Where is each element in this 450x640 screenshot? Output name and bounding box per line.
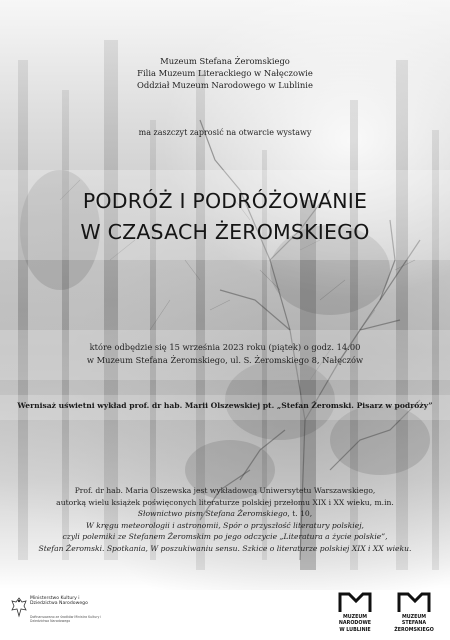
bio-line-4: W kręgu meteorologii i astronomii, Spór o przyszłość literatury polskiej, bbox=[86, 520, 364, 530]
bio-line-1: Prof. dr hab. Maria Olszewska jest wykładowcą Uniwersytetu Warszawskiego, bbox=[74, 486, 376, 495]
logo1-line-1: MUZEUM bbox=[342, 615, 368, 620]
institution-division: Oddział Muzeum Narodowego w Lublinie bbox=[137, 80, 313, 90]
lecture-announcement: Wernisaż uświetni wykład prof. dr hab. Marii Olszewskiej pt. „Stefan Żeromski. Pisarz w podróży” bbox=[17, 401, 433, 410]
event-location: w Muzeum Stefana Żeromskiego, ul. S. Żeromskiego 8, Nałęczów bbox=[86, 355, 364, 365]
ministry-funding-note: Dofinansowano ze środków Ministra Kultury i Dziedzictwa Narodowego bbox=[30, 615, 102, 623]
speaker-bio bbox=[0, 485, 450, 555]
institution-header bbox=[0, 55, 450, 91]
museum-m-icon bbox=[396, 590, 432, 614]
zeromski-museum-logo bbox=[384, 590, 444, 633]
title-line-2: W CZASACH ŻEROMSKIEGO bbox=[80, 220, 370, 244]
museum-m-icon bbox=[337, 590, 373, 614]
exhibition-title bbox=[0, 186, 450, 248]
logo2-line-3: ŻEROMSKIEGO bbox=[394, 627, 434, 633]
bio-line-3-rest: , t. 10, bbox=[287, 509, 313, 519]
bio-line-6: Stefan Żeromski. Spotkania, W poszukiwaniu sensu. Szkice o literaturze polskiej XIX i XX wieku. bbox=[38, 543, 412, 553]
logo1-line-2: NARODOWE bbox=[338, 621, 372, 627]
institution-name: Muzeum Stefana Żeromskiego bbox=[160, 56, 290, 66]
bio-line-3 bbox=[0, 508, 450, 520]
bio-line-5: czyli polemiki ze Stefanem Żeromskim po jego odczycie „Literatura a życie polskie”, bbox=[62, 532, 388, 542]
title-line-1: PODRÓŻ I PODRÓŻOWANIE bbox=[82, 189, 368, 213]
event-date: które odbędzie się 15 września 2023 roku (piątek) o godz. 14.00 bbox=[89, 342, 361, 352]
institution-branch: Filia Muzeum Literackiego w Nałęczowie bbox=[137, 68, 313, 78]
ministry-name: Ministerstwo Kultury i Dziedzictwa Narodowego bbox=[30, 596, 88, 607]
national-museum-lublin-logo bbox=[325, 590, 385, 633]
bio-book-title: Słownictwo pism Stefana Żeromskiego bbox=[137, 509, 288, 519]
sponsor-footer bbox=[0, 590, 450, 640]
invitation-text: ma zaszczyt zaprosić na otwarcie wystawy bbox=[138, 128, 312, 137]
bio-line-2: autorką wielu książek poświęconych literaturze polskiej przełomu XIX i XX wieku, m.in. bbox=[56, 497, 394, 507]
logo2-line-1: MUZEUM bbox=[401, 615, 427, 620]
event-details bbox=[0, 341, 450, 367]
logo1-line-3: W LUBLINIE bbox=[339, 627, 371, 633]
eagle-emblem-icon bbox=[10, 596, 28, 618]
logo2-line-2: STEFANA bbox=[401, 621, 427, 627]
